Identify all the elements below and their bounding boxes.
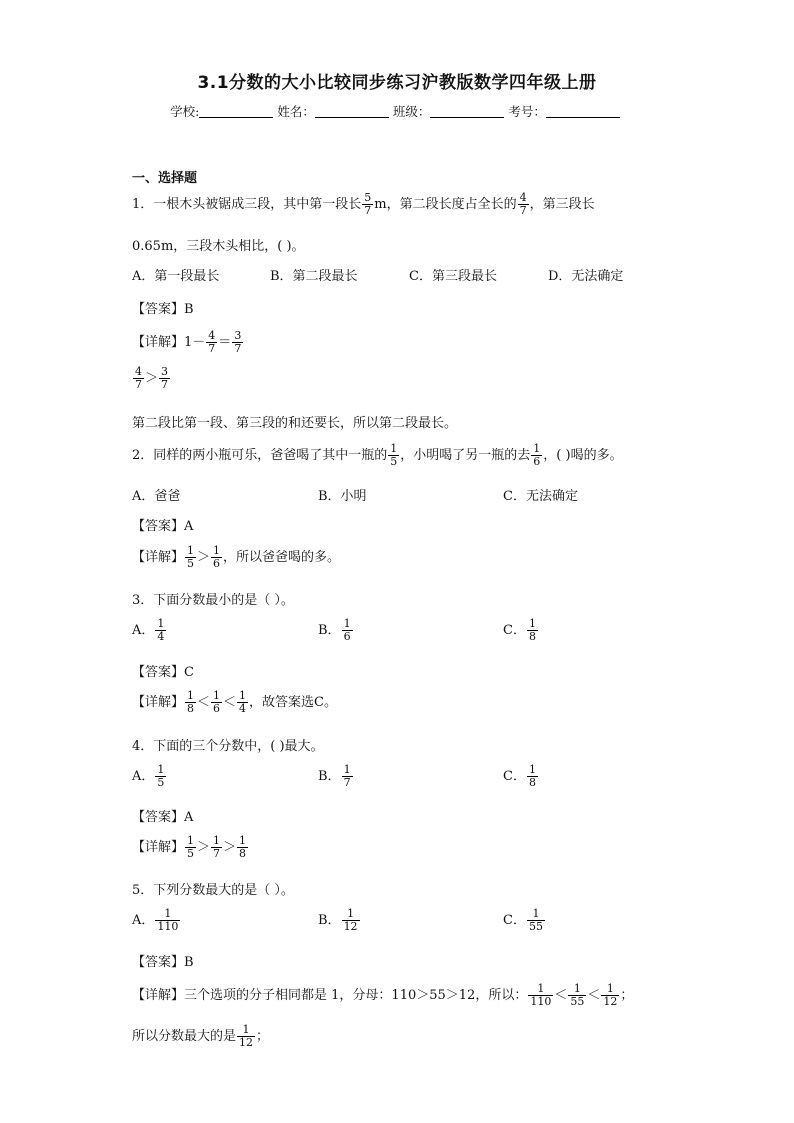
- q5-option-a[interactable]: A． $\frac{1}{110}$: [132, 907, 179, 933]
- q1-text-b: m，第二段长度占全长的: [374, 197, 517, 212]
- q1-option-d[interactable]: D．无法确定: [548, 269, 624, 284]
- q1-stem: [132, 192, 595, 217]
- school-label: 学校:: [170, 104, 200, 119]
- q1-detail: 【详解】1－ $\frac{4}{7}$ ＝ $\frac{3}{7}$: [132, 329, 242, 355]
- q3-stem: 3．下面分数最小的是（ ）。: [132, 593, 294, 608]
- q3-option-b[interactable]: B． $\frac{1}{6}$: [318, 617, 351, 643]
- exam-no-label: 考号：: [508, 104, 546, 119]
- q4-option-c[interactable]: C． $\frac{1}{8}$: [503, 763, 536, 789]
- exam-no-blank[interactable]: [546, 105, 620, 118]
- q2-option-c[interactable]: C．无法确定: [503, 489, 578, 504]
- q5-detail-conclusion: 所以分数最大的是 $\frac{1}{12}$ ；: [132, 1023, 270, 1049]
- q2-fraction-1: $\frac{1}{5}$: [390, 442, 398, 468]
- q3-detail: 【详解】 $\frac{1}{8}$ ＜ $\frac{1}{6}$ ＜ $\frac{1}{4}$ ，故答案选C。: [132, 689, 337, 715]
- section-heading: 一、选择题: [132, 171, 198, 186]
- page-title: 3.1分数的大小比较同步练习沪教版数学四年级上册: [197, 73, 597, 93]
- q3-option-c[interactable]: C． $\frac{1}{8}$: [503, 617, 536, 643]
- q1-stem-line2: 0.65m，三段木头相比，( )。: [132, 239, 305, 254]
- q4-detail: 【详解】 $\frac{1}{5}$ ＞ $\frac{1}{7}$ ＞ $\frac{1}{8}$: [132, 834, 247, 860]
- q1-detail-fraction-2: $\frac{3}{7}$: [234, 329, 242, 355]
- school-blank[interactable]: [199, 105, 273, 118]
- q5-option-b[interactable]: B． $\frac{1}{12}$: [318, 907, 358, 933]
- q1-option-c[interactable]: C．第三段最长: [409, 269, 497, 284]
- q1-answer: 【答案】B: [132, 302, 194, 317]
- q2-option-a[interactable]: A．爸爸: [132, 489, 181, 504]
- q4-option-a[interactable]: A． $\frac{1}{5}$: [132, 763, 165, 789]
- class-blank[interactable]: [430, 105, 504, 118]
- name-label: 姓名：: [277, 104, 315, 119]
- q4-stem: 4．下面的三个分数中，( )最大。: [132, 739, 324, 754]
- q2-option-b[interactable]: B．小明: [318, 489, 367, 504]
- q4-option-b[interactable]: B． $\frac{1}{7}$: [318, 763, 351, 789]
- q1-text-c: ，第三段长: [529, 197, 595, 212]
- q1-detail-conclusion: 第二段比第一段、第三段的和还要长，所以第二段最长。: [132, 416, 458, 431]
- q5-stem: 5．下列分数最大的是（ ）。: [132, 883, 294, 898]
- q3-option-a[interactable]: A． $\frac{1}{4}$: [132, 617, 165, 643]
- q1-option-b[interactable]: B．第二段最长: [270, 269, 358, 284]
- class-label: 班级：: [392, 104, 431, 119]
- q5-detail: 【详解】三个选项的分子相同都是 1，分母：110＞55＞12，所以： $\frac{1}{110}$ ＜ $\frac{1}{55}$ ＜ $\frac{1}{12}$ ；: [132, 982, 634, 1008]
- q5-answer: 【答案】B: [132, 955, 194, 970]
- q3-answer: 【答案】C: [132, 665, 194, 680]
- student-info-line: [0, 102, 794, 120]
- q5-option-c[interactable]: C． $\frac{1}{55}$: [503, 907, 543, 933]
- q1-detail-fraction-1: $\frac{4}{7}$: [208, 329, 216, 355]
- q1-detail-compare: $\frac{4}{7}$ ＞ $\frac{3}{7}$: [135, 365, 169, 391]
- q2-stem: 2．同样的两小瓶可乐，爸爸喝了其中一瓶的 $\frac{1}{5}$ ，小明喝了另一瓶的去 $\frac{1}{6}$ ，( )喝的多。: [132, 442, 623, 468]
- q2-detail: 【详解】 $\frac{1}{5}$ ＞ $\frac{1}{6}$ ，所以爸爸喝的多。: [132, 544, 341, 570]
- name-blank[interactable]: [315, 105, 389, 118]
- q1-fraction-2: $\frac{4}{7}$: [519, 191, 527, 217]
- q1-text-a: 1．一根木头被锯成三段，其中第一段长: [132, 197, 362, 212]
- q1-option-a[interactable]: A．第一段最长: [132, 269, 220, 284]
- q4-answer: 【答案】A: [132, 810, 194, 825]
- q2-fraction-2: $\frac{1}{6}$: [533, 442, 541, 468]
- q2-answer: 【答案】A: [132, 519, 194, 534]
- q1-fraction-1: $\frac{5}{7}$: [364, 191, 372, 217]
